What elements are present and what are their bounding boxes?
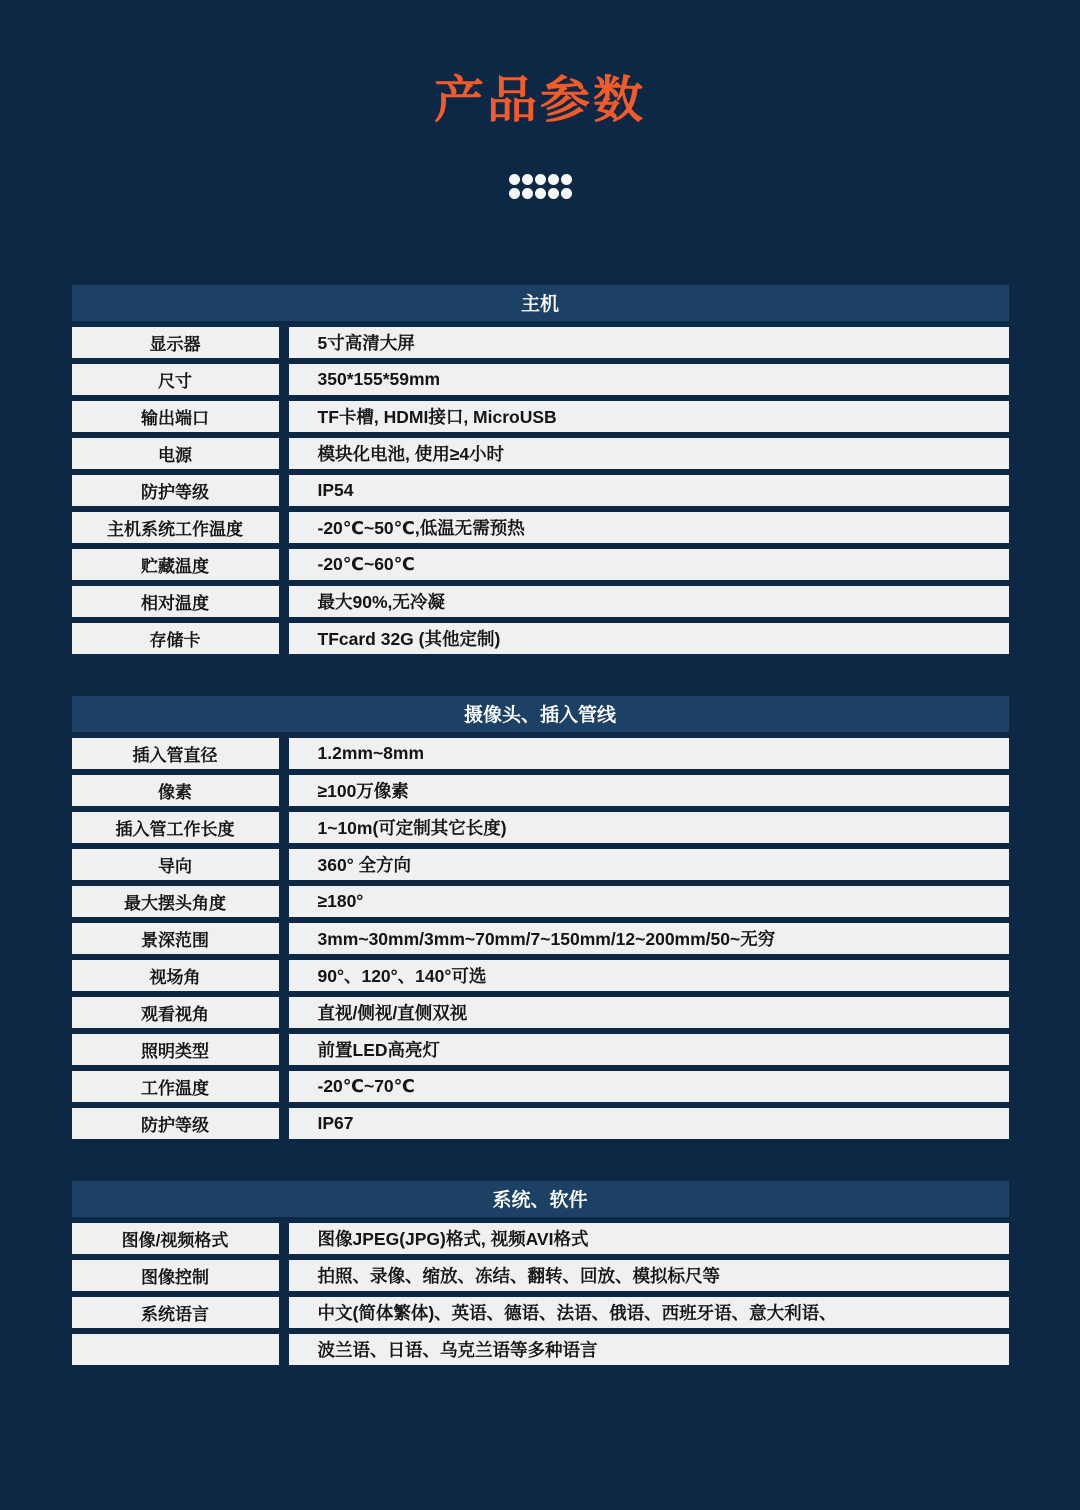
table-rows [72, 327, 1009, 654]
table-rows [72, 1223, 1009, 1365]
table-row [72, 775, 1009, 806]
spec-value: 中文(简体繁体)、英语、德语、法语、俄语、西班牙语、意大利语、 [289, 1297, 1009, 1328]
spec-label: 插入管工作长度 [72, 812, 279, 843]
table-row [72, 997, 1009, 1028]
table-row [72, 1334, 1009, 1365]
table-row [72, 438, 1009, 469]
spec-label [72, 1334, 279, 1365]
table-row [72, 1260, 1009, 1291]
table-row [72, 923, 1009, 954]
spec-value: 图像JPEG(JPG)格式, 视频AVI格式 [289, 1223, 1009, 1254]
spec-label: 观看视角 [72, 997, 279, 1028]
spec-table-system-software [72, 1181, 1009, 1365]
spec-value: IP54 [289, 475, 1009, 506]
spec-value: 350*155*59mm [289, 364, 1009, 395]
table-row [72, 849, 1009, 880]
spec-label: 图像控制 [72, 1260, 279, 1291]
spec-tables [72, 285, 1009, 1365]
spec-value: -20℃~50℃,低温无需预热 [289, 512, 1009, 543]
spec-value: 波兰语、日语、乌克兰语等多种语言 [289, 1334, 1009, 1365]
spec-value: -20℃~60℃ [289, 549, 1009, 580]
spec-value: 模块化电池, 使用≥4小时 [289, 438, 1009, 469]
spec-value: ≥100万像素 [289, 775, 1009, 806]
table-row [72, 623, 1009, 654]
table-row [72, 1223, 1009, 1254]
spec-value: 直视/侧视/直侧双视 [289, 997, 1009, 1028]
table-row [72, 738, 1009, 769]
page-title: 产品参数 [434, 72, 646, 128]
table-row [72, 327, 1009, 358]
table-row [72, 1071, 1009, 1102]
spec-label: 存储卡 [72, 623, 279, 654]
spec-label: 插入管直径 [72, 738, 279, 769]
table-row [72, 960, 1009, 991]
spec-label: 像素 [72, 775, 279, 806]
spec-label: 导向 [72, 849, 279, 880]
table-row [72, 401, 1009, 432]
dot-icon [548, 174, 559, 185]
spec-value: -20℃~70℃ [289, 1071, 1009, 1102]
dot-icon [509, 174, 520, 185]
dots-decoration [507, 174, 573, 199]
spec-label: 视场角 [72, 960, 279, 991]
table-row [72, 586, 1009, 617]
dot-icon [522, 188, 533, 199]
dot-icon [561, 174, 572, 185]
spec-label: 输出端口 [72, 401, 279, 432]
dot-icon [548, 188, 559, 199]
table-section-header: 系统、软件 [72, 1181, 1009, 1217]
table-rows [72, 738, 1009, 1139]
dot-row [507, 188, 573, 199]
spec-table-camera-tube [72, 696, 1009, 1139]
spec-label: 显示器 [72, 327, 279, 358]
dot-icon [535, 174, 546, 185]
spec-label: 最大摆头角度 [72, 886, 279, 917]
spec-value: ≥180° [289, 886, 1009, 917]
table-row [72, 475, 1009, 506]
spec-label: 照明类型 [72, 1034, 279, 1065]
spec-value: 拍照、录像、缩放、冻结、翻转、回放、模拟标尺等 [289, 1260, 1009, 1291]
dot-row [507, 174, 573, 185]
table-row [72, 1034, 1009, 1065]
spec-value: 1.2mm~8mm [289, 738, 1009, 769]
spec-value: 3mm~30mm/3mm~70mm/7~150mm/12~200mm/50~无穷 [289, 923, 1009, 954]
table-row [72, 512, 1009, 543]
spec-value: 最大90%,无冷凝 [289, 586, 1009, 617]
spec-label: 系统语言 [72, 1297, 279, 1328]
spec-label: 主机系统工作温度 [72, 512, 279, 543]
spec-label: 防护等级 [72, 1108, 279, 1139]
spec-label: 贮藏温度 [72, 549, 279, 580]
dot-icon [522, 174, 533, 185]
spec-value: 90°、120°、140°可选 [289, 960, 1009, 991]
spec-label: 尺寸 [72, 364, 279, 395]
spec-label: 景深范围 [72, 923, 279, 954]
spec-value: IP67 [289, 1108, 1009, 1139]
spec-value: 5寸高清大屏 [289, 327, 1009, 358]
spec-label: 图像/视频格式 [72, 1223, 279, 1254]
spec-value: TF卡槽, HDMI接口, MicroUSB [289, 401, 1009, 432]
spec-label: 工作温度 [72, 1071, 279, 1102]
spec-value: TFcard 32G (其他定制) [289, 623, 1009, 654]
spec-label: 防护等级 [72, 475, 279, 506]
table-row [72, 1297, 1009, 1328]
spec-value: 1~10m(可定制其它长度) [289, 812, 1009, 843]
table-section-header: 摄像头、插入管线 [72, 696, 1009, 732]
table-row [72, 549, 1009, 580]
table-section-header: 主机 [72, 285, 1009, 321]
table-row [72, 886, 1009, 917]
table-row [72, 364, 1009, 395]
table-row [72, 812, 1009, 843]
table-row [72, 1108, 1009, 1139]
spec-label: 电源 [72, 438, 279, 469]
spec-table-host [72, 285, 1009, 654]
dot-icon [535, 188, 546, 199]
dot-icon [561, 188, 572, 199]
dot-icon [509, 188, 520, 199]
spec-value: 360° 全方向 [289, 849, 1009, 880]
spec-value: 前置LED高亮灯 [289, 1034, 1009, 1065]
spec-label: 相对温度 [72, 586, 279, 617]
